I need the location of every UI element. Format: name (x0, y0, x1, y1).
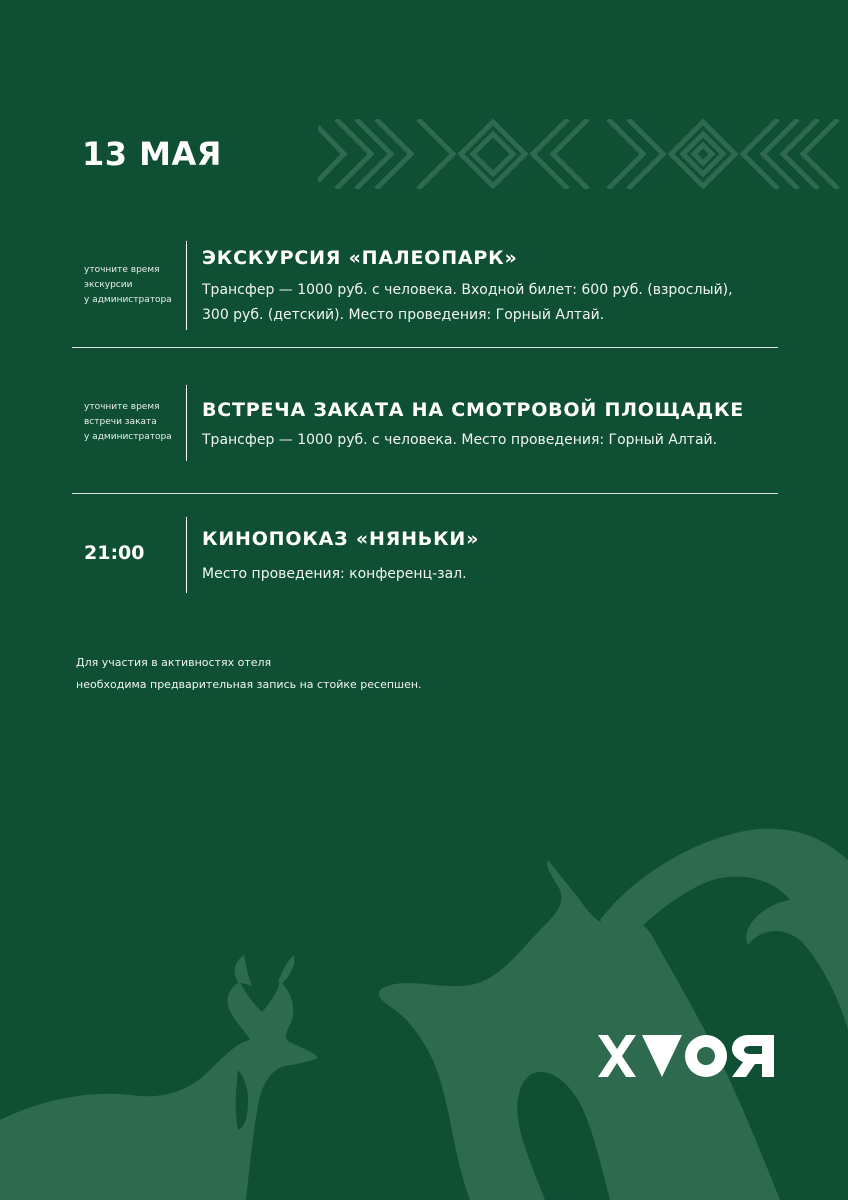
page-title-date: 13 МАЯ (82, 135, 222, 173)
event-note (84, 400, 180, 445)
description-line: 300 руб. (детский). Место проведения: Горный Алтай. (202, 307, 605, 323)
description-line: Трансфер — 1000 руб. с человека. Место проведения: Горный Алтай. (202, 432, 718, 448)
event-divider-vertical (186, 385, 187, 461)
note-line: у администратора (84, 295, 172, 305)
event-title: ВСТРЕЧА ЗАКАТА НА СМОТРОВОЙ ПЛОЩАДКЕ (202, 399, 745, 421)
note-line: экскурсии (84, 280, 133, 290)
event-title: КИНОПОКАЗ «НЯНЬКИ» (202, 528, 480, 550)
event-description (202, 428, 782, 453)
event-description (202, 562, 782, 587)
event-time: 21:00 (84, 542, 145, 564)
footnote-line: Для участия в активностях отеля (76, 656, 272, 669)
note-line: уточните время (84, 265, 160, 275)
note-line: встречи заката (84, 417, 157, 427)
khvoya-logo (598, 1034, 774, 1078)
section-divider (72, 347, 778, 348)
event-divider-vertical (186, 517, 187, 593)
event-title: ЭКСКУРСИЯ «ПАЛЕОПАРК» (202, 247, 518, 269)
note-line: уточните время (84, 402, 160, 412)
event-divider-vertical (186, 241, 187, 330)
description-line: Место проведения: конференц-зал. (202, 566, 467, 582)
footnote-line: необходима предварительная запись на стойке ресепшен. (76, 678, 422, 691)
event-note (84, 263, 180, 308)
event-description (202, 278, 782, 328)
section-divider (72, 493, 778, 494)
description-line: Трансфер — 1000 руб. с человека. Входной билет: 600 руб. (взрослый), (202, 282, 733, 298)
altai-ornament-band (318, 119, 848, 189)
footnote (76, 652, 422, 696)
note-line: у администратора (84, 432, 172, 442)
